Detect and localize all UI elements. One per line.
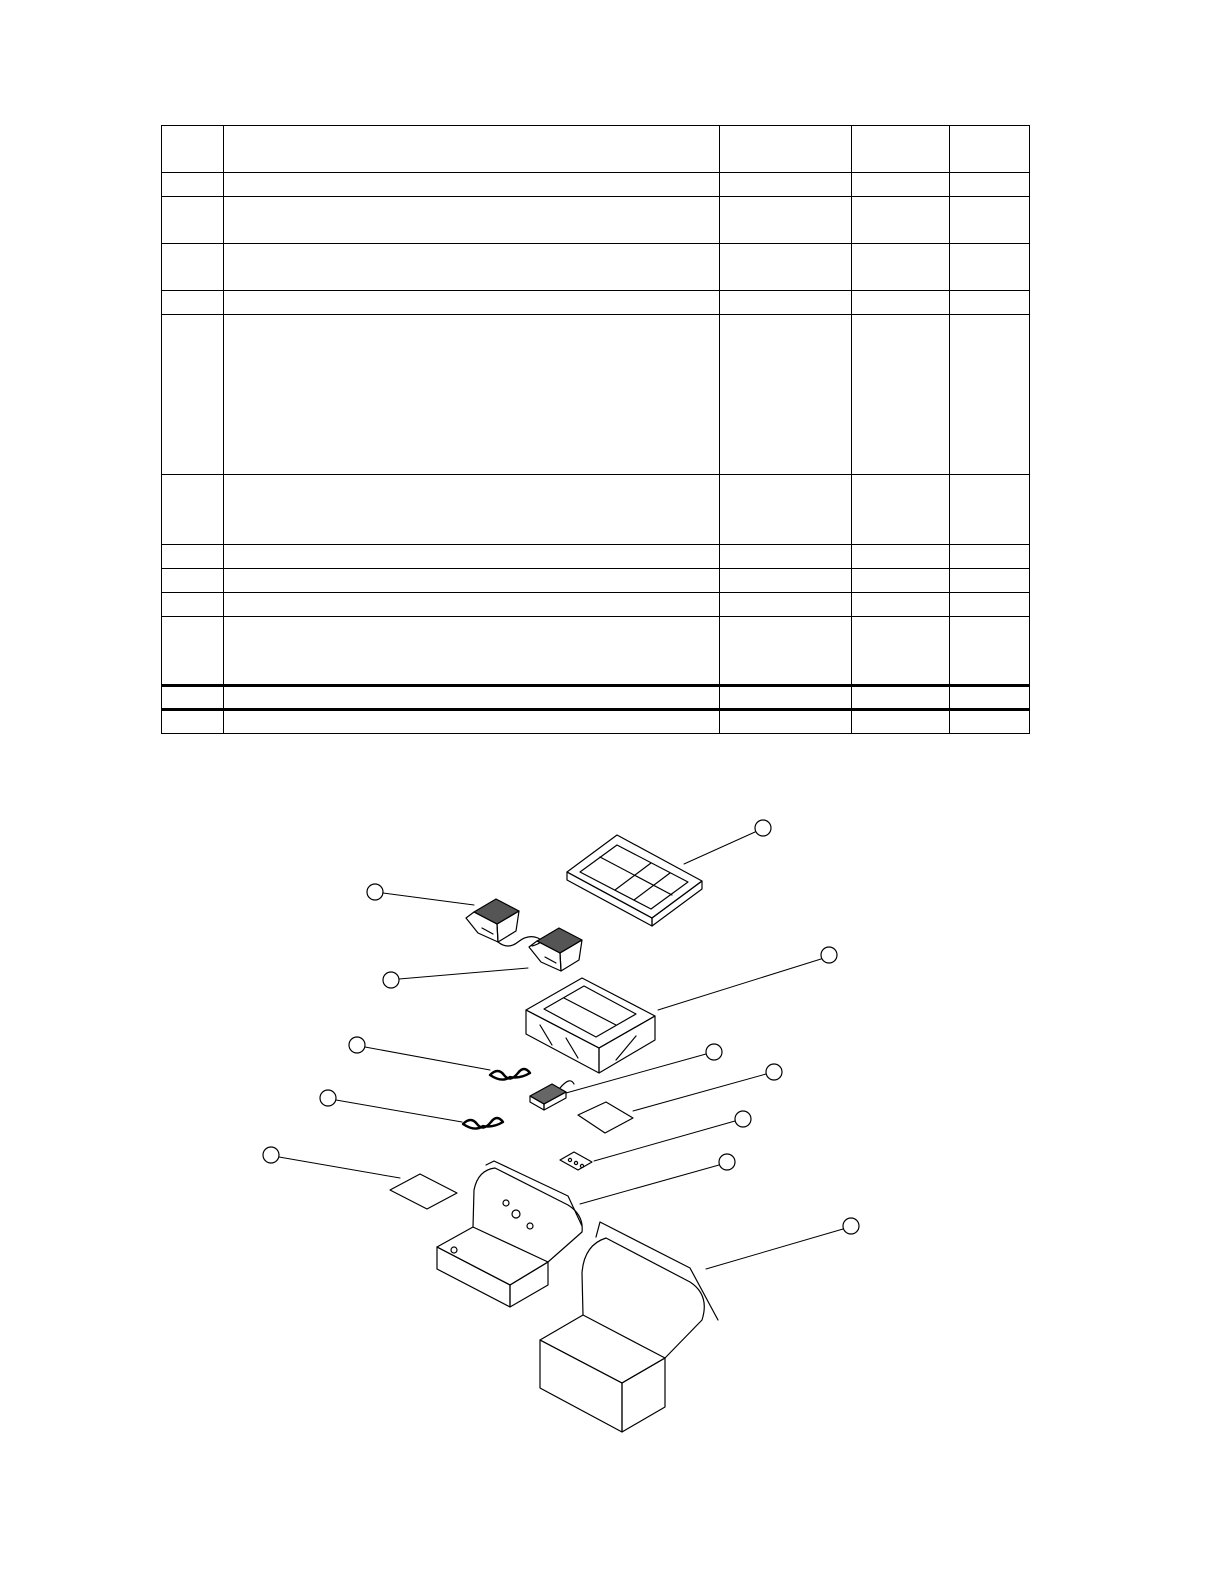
cell-qty (950, 197, 1030, 244)
charger-unit-part (466, 899, 541, 946)
table-row (162, 173, 1030, 197)
table-row (162, 315, 1030, 475)
header-description (224, 126, 720, 173)
table-row (162, 710, 1030, 734)
cell-col4 (852, 315, 950, 475)
cell-part-no (720, 569, 852, 593)
cell-col4 (852, 686, 950, 710)
header-item (162, 126, 224, 173)
cell-col4 (852, 617, 950, 686)
inner-box-part (437, 1161, 582, 1307)
cell-col4 (852, 475, 950, 545)
cell-part-no (720, 617, 852, 686)
cell-part-no (720, 173, 852, 197)
document-sheet-part (390, 1174, 457, 1209)
tray-part (567, 835, 702, 926)
cell-item (162, 617, 224, 686)
cell-item (162, 710, 224, 734)
cell-item (162, 569, 224, 593)
callout-bubble (821, 947, 837, 963)
callout-bubble (755, 820, 771, 836)
table-row (162, 475, 1030, 545)
callout-bubble (263, 1147, 279, 1163)
callout-bubble (735, 1111, 751, 1127)
cell-qty (950, 244, 1030, 291)
table-header-row (162, 126, 1030, 173)
cell-description (224, 710, 720, 734)
table-row (162, 291, 1030, 315)
cell-item (162, 197, 224, 244)
cell-item (162, 244, 224, 291)
cell-description (224, 475, 720, 545)
power-cord-part (490, 1069, 530, 1080)
cell-col4 (852, 291, 950, 315)
cell-qty (950, 173, 1030, 197)
cell-description (224, 593, 720, 617)
cell-qty (950, 686, 1030, 710)
table-row (162, 244, 1030, 291)
header-col4 (852, 126, 950, 173)
callout-bubble (367, 884, 383, 900)
foam-insert-part (526, 978, 655, 1073)
cell-qty (950, 475, 1030, 545)
header-part-number (720, 126, 852, 173)
cell-part-no (720, 291, 852, 315)
cell-col4 (852, 545, 950, 569)
callout-bubble (766, 1064, 782, 1080)
parts-list-table (161, 125, 1030, 734)
table-row (162, 593, 1030, 617)
cell-item (162, 291, 224, 315)
cell-qty (950, 569, 1030, 593)
cell-part-no (720, 545, 852, 569)
cell-qty (950, 617, 1030, 686)
cell-description (224, 173, 720, 197)
cell-description (224, 569, 720, 593)
cell-description (224, 291, 720, 315)
callout-bubble (383, 972, 399, 988)
cell-col4 (852, 244, 950, 291)
table-row (162, 686, 1030, 710)
callout-bubble (706, 1044, 722, 1060)
table-row (162, 197, 1030, 244)
cell-qty (950, 545, 1030, 569)
cell-col4 (852, 197, 950, 244)
cell-qty (950, 593, 1030, 617)
cell-description (224, 197, 720, 244)
callout-bubble (349, 1037, 365, 1053)
cell-description (224, 686, 720, 710)
cell-qty (950, 710, 1030, 734)
cell-description (224, 617, 720, 686)
cell-col4 (852, 569, 950, 593)
callout-bubble (843, 1218, 859, 1234)
header-qty (950, 126, 1030, 173)
cell-item (162, 545, 224, 569)
cell-part-no (720, 244, 852, 291)
cell-part-no (720, 197, 852, 244)
cell-qty (950, 291, 1030, 315)
cell-col4 (852, 173, 950, 197)
table-row (162, 545, 1030, 569)
exploded-packaging-diagram (0, 760, 1224, 1460)
cell-part-no (720, 593, 852, 617)
cell-part-no (720, 315, 852, 475)
callout-bubble (320, 1090, 336, 1106)
table-row (162, 617, 1030, 686)
shipping-box-part (540, 1222, 718, 1432)
power-adapter-part (530, 1081, 574, 1110)
cell-qty (950, 315, 1030, 475)
instruction-sheet-part (578, 1102, 633, 1133)
cell-description (224, 315, 720, 475)
power-cord-part (463, 1118, 503, 1129)
small-card-part (560, 1152, 592, 1170)
cell-item (162, 173, 224, 197)
cell-part-no (720, 475, 852, 545)
cell-part-no (720, 710, 852, 734)
cell-col4 (852, 710, 950, 734)
cell-item (162, 315, 224, 475)
cell-item (162, 593, 224, 617)
cell-item (162, 686, 224, 710)
callout-bubble (719, 1154, 735, 1170)
cell-description (224, 244, 720, 291)
cell-part-no (720, 686, 852, 710)
charger-unit-part (529, 928, 582, 971)
cell-col4 (852, 593, 950, 617)
table-row (162, 569, 1030, 593)
cell-description (224, 545, 720, 569)
cell-item (162, 475, 224, 545)
